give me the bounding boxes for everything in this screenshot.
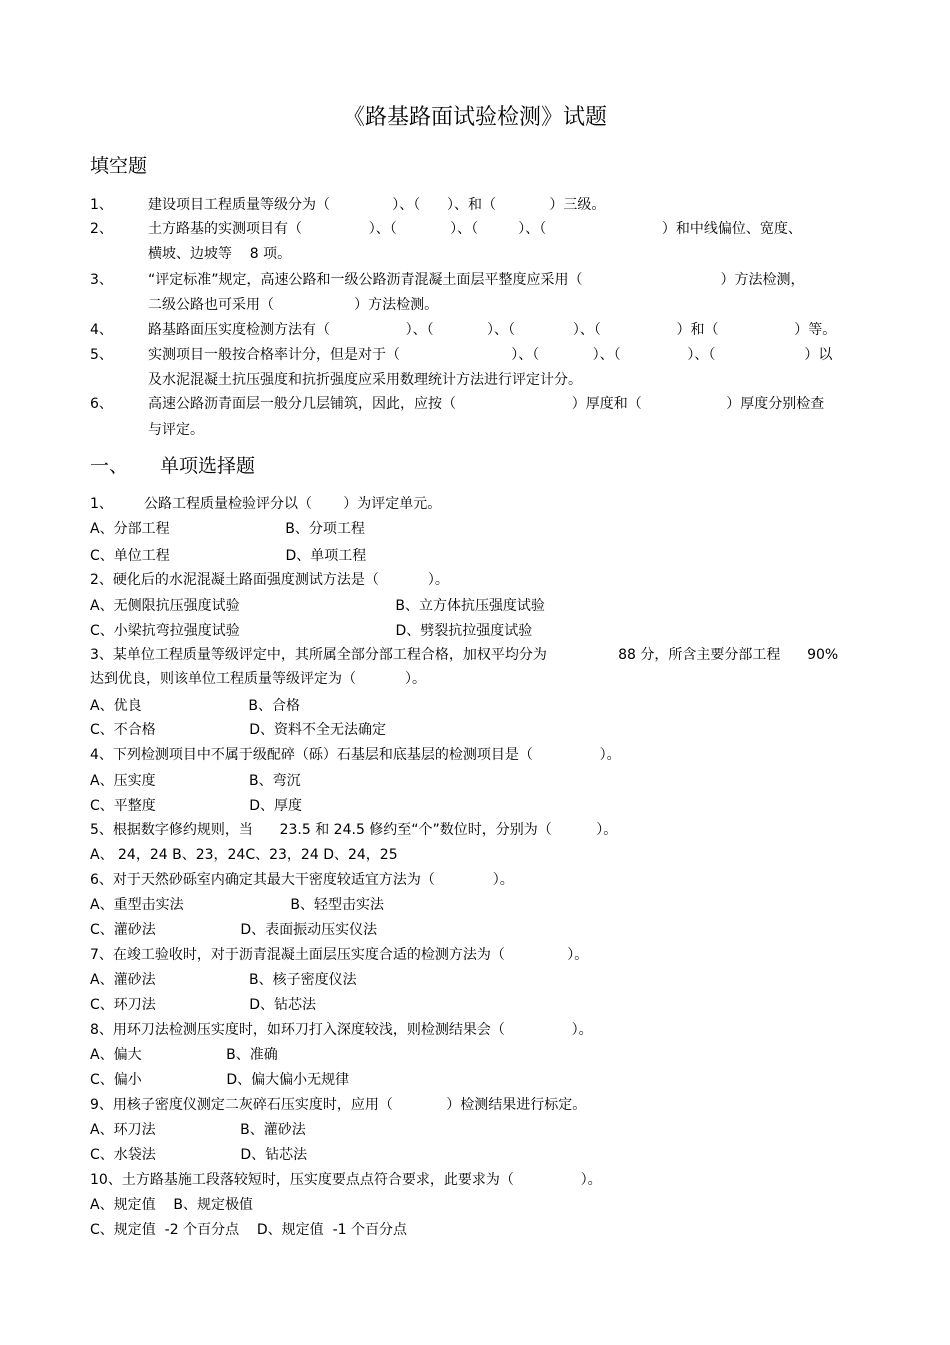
section-heading-single-number: 一、	[90, 455, 129, 477]
single-q6-stem: 6、对于天然砂砾室内确定其最大干密度较适宜方法为（ ）。	[90, 872, 514, 888]
single-q6-options-cd: C、灌砂法 D、表面振动压实仪法	[90, 922, 378, 938]
fill-q4-text: 路基路面压实度检测方法有（ ）、（ ）、（ ）、（ ）和（ ）等。	[148, 322, 837, 338]
single-q7-options-ab: A、灌砂法 B、核子密度仪法	[90, 972, 357, 988]
single-q6-options-ab: A、重型击实法 B、轻型击实法	[90, 897, 384, 913]
single-q9-stem: 9、用核子密度仪测定二灰碎石压实度时，应用（ ）检测结果进行标定。	[90, 1097, 587, 1113]
fill-q2-number: 2、	[90, 221, 113, 237]
fill-q1-text: 建设项目工程质量等级分为（ ）、（ ）、和（ ）三级。	[148, 197, 606, 213]
fill-q3-number: 3、	[90, 272, 113, 288]
single-q1-stem: 1、 公路工程质量检验评分以（ ）为评定单元。	[90, 496, 442, 512]
single-q3-options-cd: C、不合格 D、资料不全无法确定	[90, 722, 387, 738]
fill-q5-line2: 及水泥混凝土抗压强度和抗折强度应采用数理统计方法进行评定计分。	[148, 372, 582, 388]
single-q7-stem: 7、在竣工验收时，对于沥青混凝土面层压实度合适的检测方法为（ ）。	[90, 947, 589, 963]
single-q10-options-cd: C、规定值 -2 个百分点 D、规定值 -1 个百分点	[90, 1222, 407, 1238]
single-q8-stem: 8、用环刀法检测压实度时，如环刀打入深度较浅，则检测结果会（ ）。	[90, 1022, 593, 1038]
single-q3-stem-line1: 3、某单位工程质量等级评定中，其所属全部分部工程合格，加权平均分为 88 分，所含主要分部工程 90%	[90, 647, 839, 663]
fill-q6-line2: 与评定。	[148, 422, 204, 438]
fill-q1-number: 1、	[90, 197, 113, 213]
single-q2-options-cd: C、小梁抗弯拉强度试验 D、劈裂抗拉强度试验	[90, 623, 533, 639]
single-q5-stem: 5、根据数字修约规则，当 23.5 和 24.5 修约至“个”数位时，分别为（ ）。	[90, 822, 618, 838]
single-q10-stem: 10、土方路基施工段落较短时，压实度要点点符合要求，此要求为（ ）。	[90, 1172, 602, 1188]
single-q4-options-cd: C、平整度 D、厚度	[90, 798, 303, 814]
single-q7-options-cd: C、环刀法 D、钻芯法	[90, 997, 317, 1013]
single-q8-options-ab: A、偏大 B、准确	[90, 1047, 278, 1063]
single-q8-options-cd: C、偏小 D、偏大偏小无规律	[90, 1072, 350, 1088]
single-q1-options-cd: C、单位工程 D、单项工程	[90, 548, 367, 564]
fill-q2-line2: 横坡、边坡等 8 项。	[148, 246, 292, 262]
fill-q2-line1: 土方路基的实测项目有（ ）、（ ）、（ ）、（ ）和中线偏位、宽度、	[148, 221, 802, 237]
fill-q5-number: 5、	[90, 347, 113, 363]
fill-q6-number: 6、	[90, 396, 113, 412]
fill-q3-line2: 二级公路也可采用（ ）方法检测。	[148, 297, 439, 313]
page-title: 《路基路面试验检测》试题	[342, 105, 607, 130]
fill-q4-number: 4、	[90, 322, 113, 338]
fill-q3-line1: “评定标准”规定，高速公路和一级公路沥青混凝土面层平整度应采用（ ）方法检测，	[148, 272, 805, 288]
section-heading-single: 单项选择题	[160, 455, 256, 477]
fill-q6-line1: 高速公路沥青面层一般分几层铺筑，因此，应按（ ）厚度和（ ）厚度分别检查	[148, 396, 825, 412]
section-heading-fill: 填空题	[90, 155, 148, 177]
single-q1-options-ab: A、分部工程 B、分项工程	[90, 521, 365, 537]
single-q5-options: A、 24，24 B、23，24C、23，24 D、24，25	[90, 847, 398, 863]
single-q3-options-ab: A、优良 B、合格	[90, 698, 300, 714]
single-q2-stem: 2、硬化后的水泥混凝土路面强度测试方法是（ ）。	[90, 572, 449, 588]
single-q4-options-ab: A、压实度 B、弯沉	[90, 773, 301, 789]
single-q10-options-ab: A、规定值 B、规定极值	[90, 1197, 253, 1213]
single-q4-stem: 4、下列检测项目中不属于级配碎（砾）石基层和底基层的检测项目是（ ）。	[90, 747, 621, 763]
single-q9-options-ab: A、环刀法 B、灌砂法	[90, 1122, 306, 1138]
fill-q5-line1: 实测项目一般按合格率计分，但是对于（ ）、（ ）、（ ）、（ ）以	[148, 347, 833, 363]
single-q3-stem-line2: 达到优良，则该单位工程质量等级评定为（ ）。	[90, 671, 426, 687]
single-q2-options-ab: A、无侧限抗压强度试验 B、立方体抗压强度试验	[90, 598, 545, 614]
single-q9-options-cd: C、水袋法 D、钻芯法	[90, 1147, 308, 1163]
